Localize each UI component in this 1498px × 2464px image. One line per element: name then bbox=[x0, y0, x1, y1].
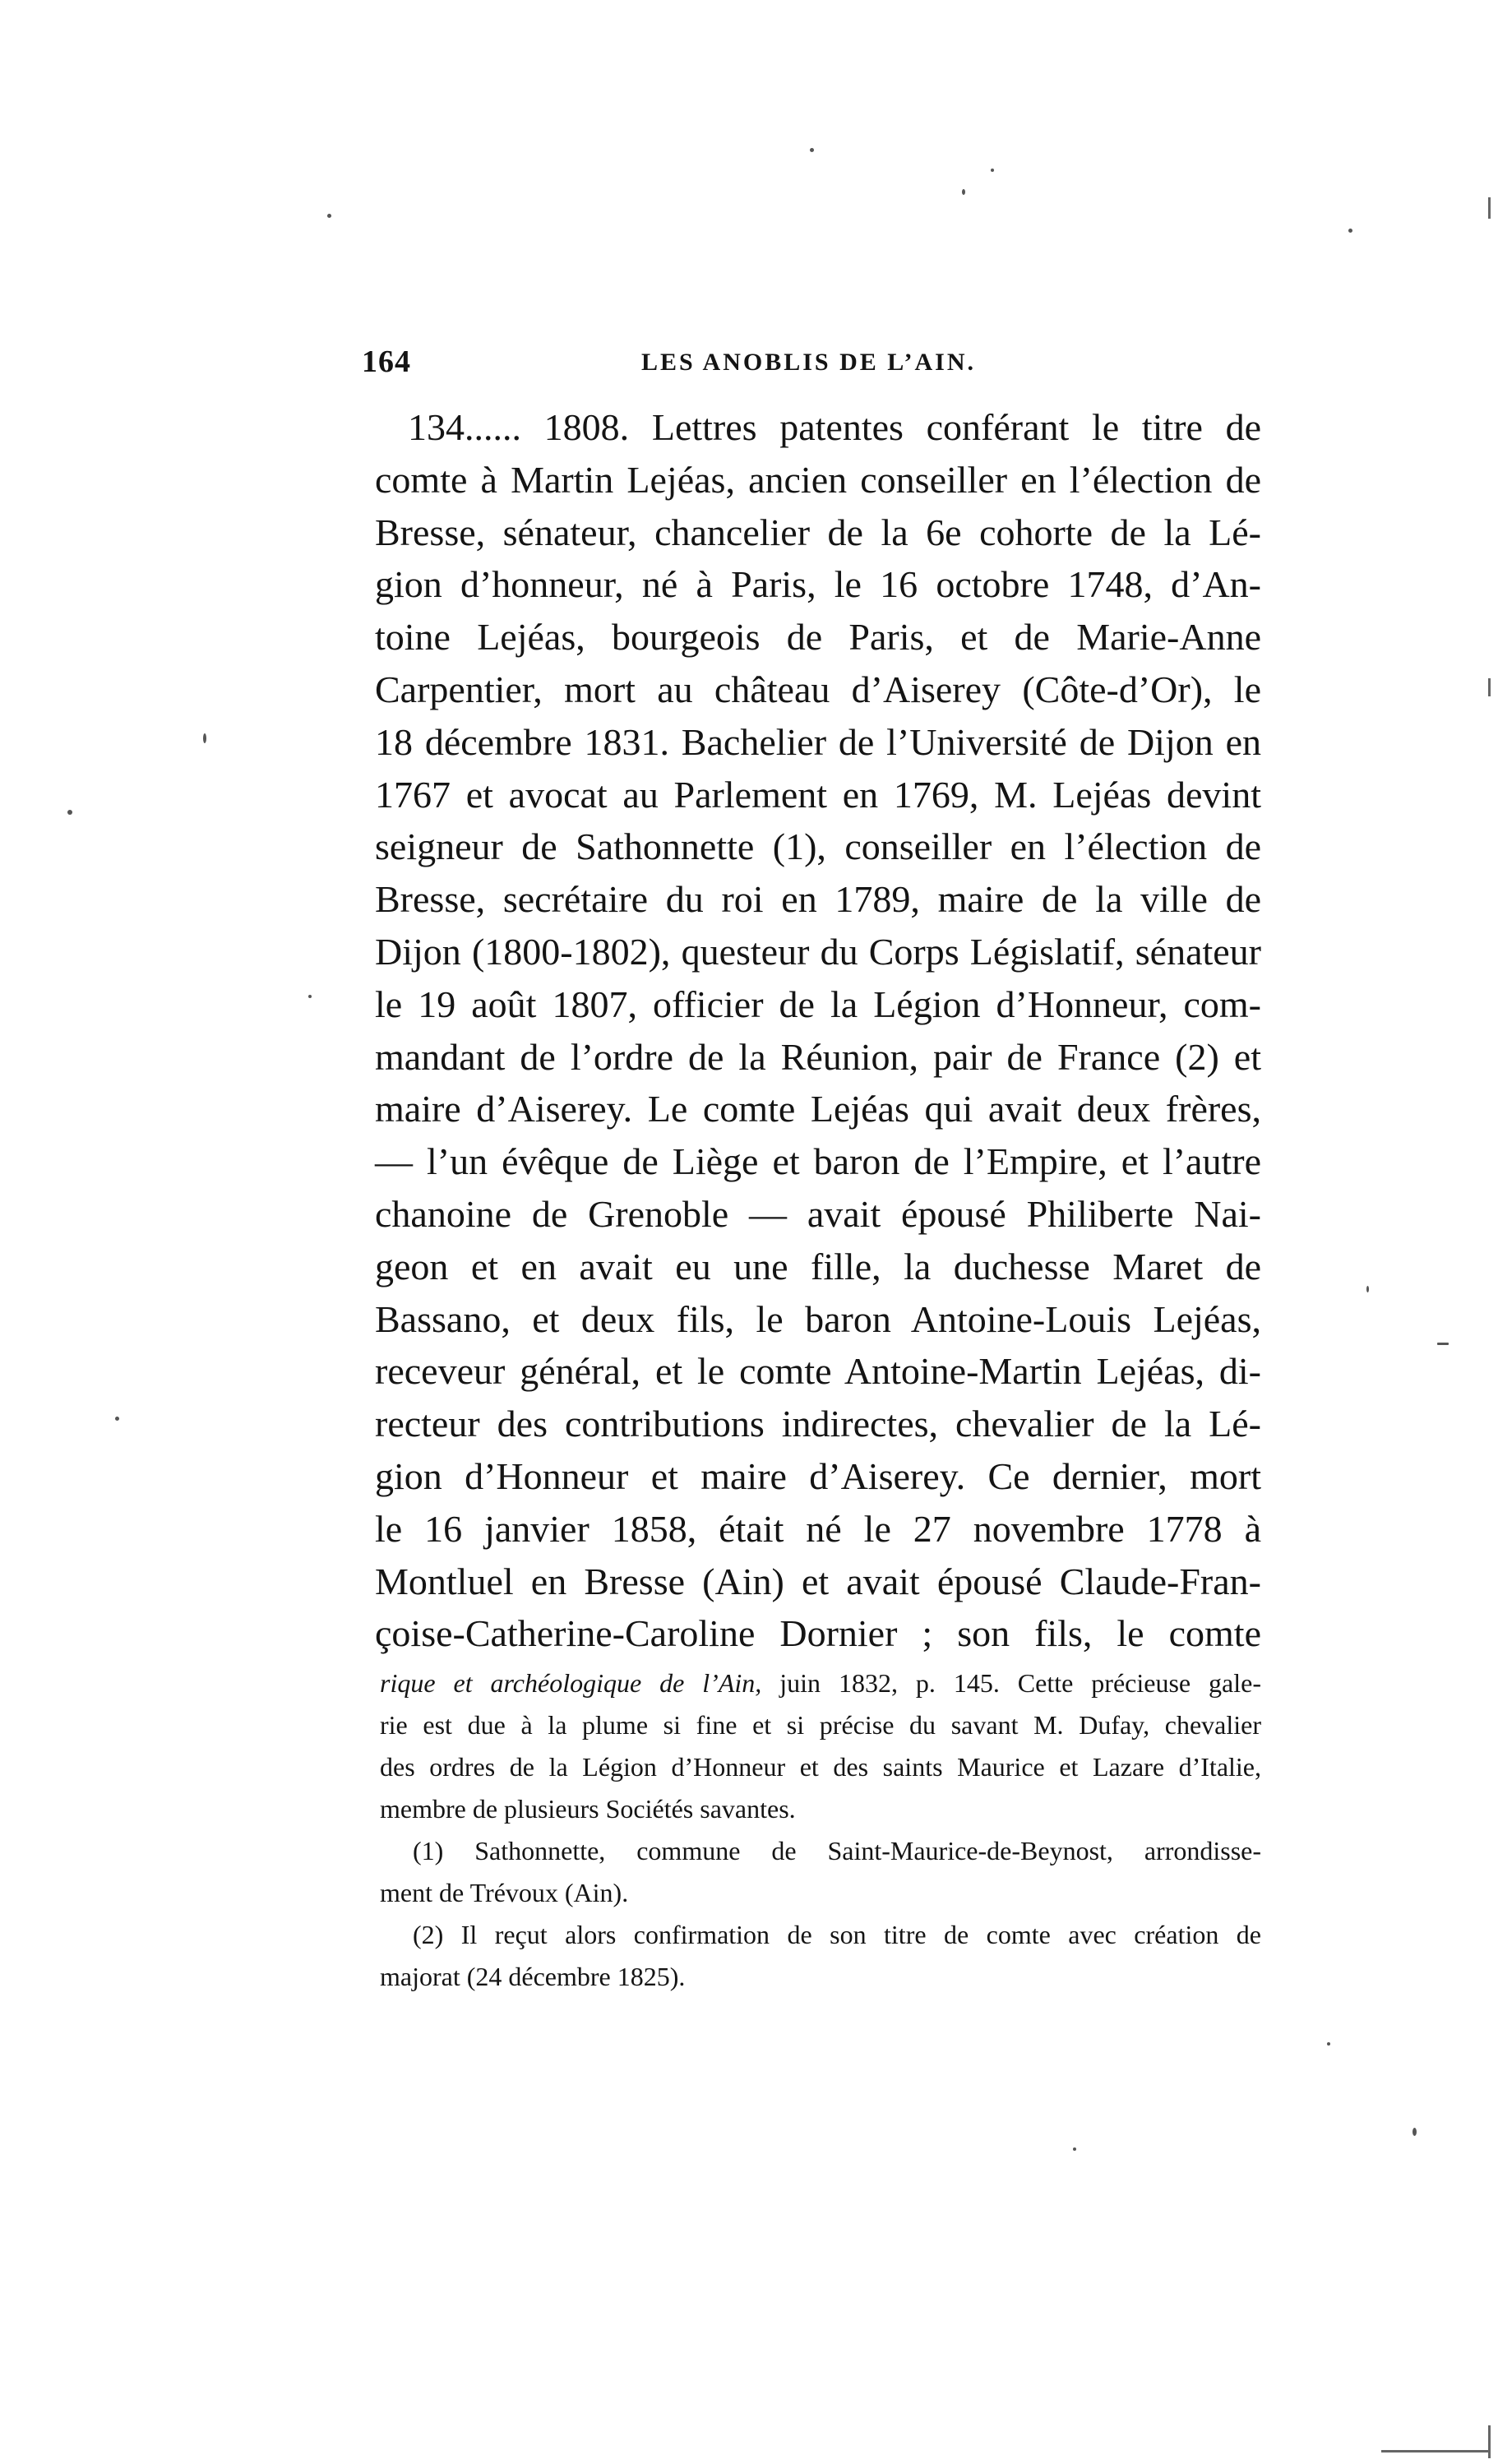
scan-speck bbox=[1073, 2147, 1076, 2151]
footnote-line bbox=[380, 1662, 1261, 1704]
text-line: chanoine de Grenoble — avait épousé Philiberte Nai- bbox=[375, 1192, 1261, 1235]
footnote-2: (2) Il reçut alors confirmation de son titre de comte avec création de bbox=[413, 1920, 1261, 1949]
text-line: çoise-Catherine-Caroline Dornier ; son fils, le comte bbox=[375, 1612, 1261, 1655]
page-edge-mark bbox=[1488, 197, 1491, 219]
text-line: seigneur de Sathonnette (1), conseiller en l’élection de bbox=[375, 825, 1261, 868]
scan-speck bbox=[1412, 2128, 1417, 2136]
text-line: comte à Martin Lejéas, ancien conseiller en l’élection de bbox=[375, 458, 1261, 501]
scan-speck bbox=[1366, 1286, 1369, 1292]
footnote-1-continued: ment de Trévoux (Ain). bbox=[380, 1878, 629, 1907]
text-line: Carpentier, mort au château d’Aiserey (Côte-d’Or), le bbox=[375, 668, 1261, 710]
scan-speck bbox=[810, 148, 814, 152]
footnote-italic-title: rique et archéologique de l’Ain, bbox=[380, 1668, 762, 1698]
page-edge-mark bbox=[1488, 678, 1491, 696]
main-text-block bbox=[375, 401, 1261, 1660]
footnotes bbox=[380, 1662, 1261, 1998]
text-line: le 19 août 1807, officier de la Légion d’Honneur, com- bbox=[375, 982, 1261, 1025]
footnote-line: rie est due à la plume si fine et si précise du savant M. Dufay, chevalier bbox=[380, 1710, 1261, 1740]
scan-speck bbox=[962, 189, 965, 195]
page-edge-mark bbox=[1381, 2450, 1488, 2452]
text-line: Bassano, et deux fils, le baron Antoine-Louis Lejéas, bbox=[375, 1297, 1261, 1340]
scan-speck bbox=[308, 995, 312, 998]
text-line: — l’un évêque de Liège et baron de l’Empire, et l’autre bbox=[375, 1140, 1261, 1183]
text-line: 1767 et avocat au Parlement en 1769, M. Lejéas devint bbox=[375, 773, 1261, 816]
text-line: le 16 janvier 1858, était né le 27 novembre 1778 à bbox=[375, 1507, 1261, 1550]
running-head bbox=[362, 344, 1266, 393]
text-line: gion d’honneur, né à Paris, le 16 octobre 1748, d’An- bbox=[375, 563, 1261, 606]
page-edge-mark bbox=[1488, 2425, 1491, 2458]
scan-speck bbox=[991, 169, 994, 172]
scan-speck bbox=[67, 810, 72, 815]
text-line: Dijon (1800-1802), questeur du Corps Législatif, sénateur bbox=[375, 930, 1261, 973]
text-line: 134...... 1808. Lettres patentes conférant le titre de bbox=[408, 406, 1261, 448]
scan-speck bbox=[327, 214, 331, 218]
running-title: LES ANOBLIS DE L’AIN. bbox=[641, 349, 977, 376]
text-line: Bresse, sénateur, chancelier de la 6e cohorte de la Lé- bbox=[375, 511, 1261, 553]
footnote-2-continued: majorat (24 décembre 1825). bbox=[380, 1962, 686, 1991]
page-number: 164 bbox=[362, 344, 411, 379]
text-line: gion d’Honneur et maire d’Aiserey. Ce dernier, mort bbox=[375, 1454, 1261, 1497]
footnote-line: des ordres de la Légion d’Honneur et des saints Maurice et Lazare d’Italie, bbox=[380, 1752, 1261, 1782]
text-line: recteur des contributions indirectes, chevalier de la Lé- bbox=[375, 1403, 1261, 1445]
text-line: Bresse, secrétaire du roi en 1789, maire de la ville de bbox=[375, 878, 1261, 921]
footnote-line: membre de plusieurs Sociétés savantes. bbox=[380, 1794, 796, 1824]
scan-speck bbox=[203, 733, 206, 743]
text-line: Montluel en Bresse (Ain) et avait épousé Claude-Fran- bbox=[375, 1560, 1261, 1602]
text-line: maire d’Aiserey. Le comte Lejéas qui avait deux frères, bbox=[375, 1088, 1261, 1130]
text-line: toine Lejéas, bourgeois de Paris, et de Marie-Anne bbox=[375, 616, 1261, 659]
text-line: mandant de l’ordre de la Réunion, pair de France (2) et bbox=[375, 1035, 1261, 1078]
text-line: geon et en avait eu une fille, la duchesse Maret de bbox=[375, 1245, 1261, 1287]
footnote-1: (1) Sathonnette, commune de Saint-Maurice-de-Beynost, arrondisse- bbox=[413, 1836, 1261, 1865]
scan-speck bbox=[1348, 229, 1352, 233]
scan-speck bbox=[1437, 1343, 1449, 1345]
text-line: 18 décembre 1831. Bachelier de l’Université de Dijon en bbox=[375, 720, 1261, 763]
scan-speck bbox=[1327, 2042, 1330, 2046]
footnote-continued-text: juin 1832, p. 145. Cette précieuse gale- bbox=[761, 1668, 1262, 1698]
scan-speck bbox=[115, 1417, 119, 1421]
text-line: receveur général, et le comte Antoine-Martin Lejéas, di- bbox=[375, 1350, 1261, 1393]
